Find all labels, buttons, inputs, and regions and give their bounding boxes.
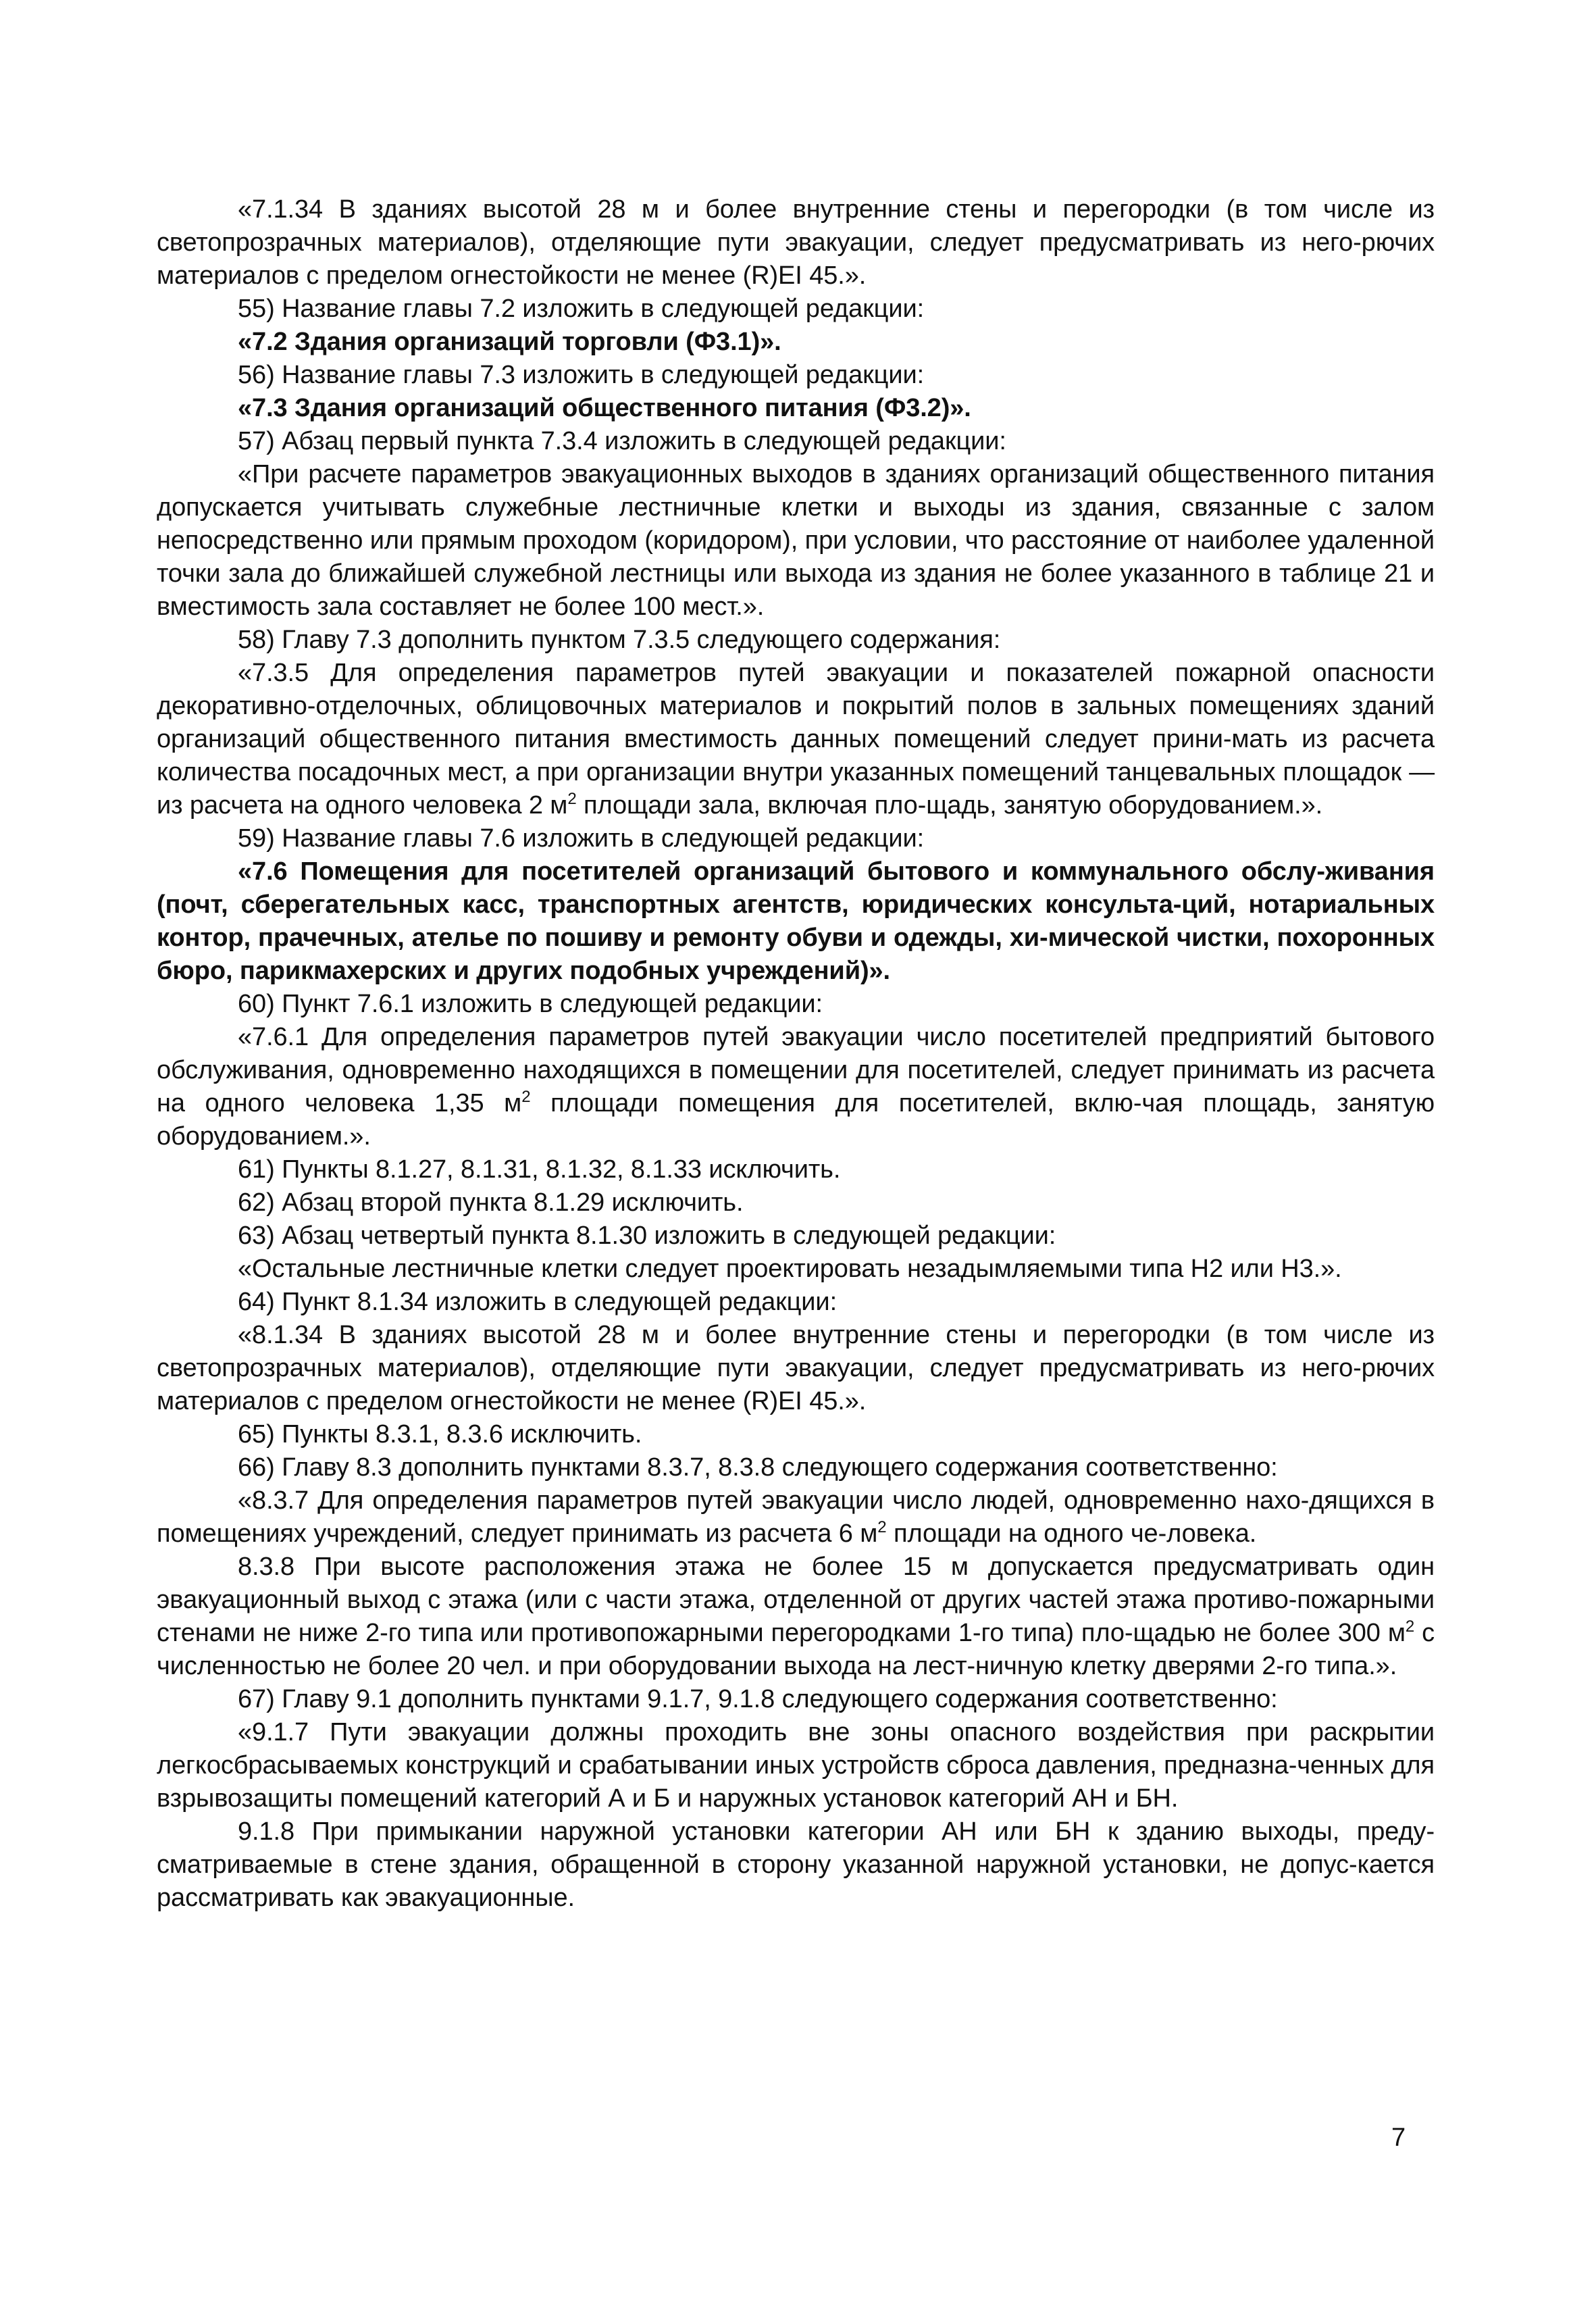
paragraph-text: с численностью не более 20 чел. и при оборудовании выхода на лест-ничную клетку дверями 2-го типа.». bbox=[157, 1619, 1435, 1680]
paragraph-p-60 bbox=[157, 988, 1435, 1021]
paragraph-text: 66) Главу 8.3 дополнить пунктами 8.3.7, 8.3.8 следующего содержания соответственно: bbox=[238, 1453, 1278, 1482]
paragraph-text: 8.3.8 При высоте расположения этажа не более 15 м допускается предусматривать один эвакуационный выход с этажа (или с части этажа, отделенной от других частей этажа противо-пожарными стенами не ниже 2-го типа или противопожарными перегородками 1-го типа) пло-щадью не более 300 м bbox=[157, 1553, 1435, 1647]
paragraph-text: «7.1.34 В зданиях высотой 28 м и более внутренние стены и перегородки (в том числе из светопрозрачных материалов), отделяющие пути эвакуации, следует предусматривать из него-рючих материалов с пределом огнестойкости не менее (R)EI 45.». bbox=[157, 195, 1435, 290]
page-number: 7 bbox=[1391, 2123, 1406, 2152]
paragraph-p-65 bbox=[157, 1418, 1435, 1451]
paragraph-text: 64) Пункт 8.1.34 изложить в следующей редакции: bbox=[238, 1288, 838, 1316]
paragraph-text: 67) Главу 9.1 дополнить пунктами 9.1.7, 9.1.8 следующего содержания соответственно: bbox=[238, 1685, 1278, 1713]
paragraph-text: 59) Название главы 7.6 изложить в следующей редакции: bbox=[238, 824, 925, 853]
paragraph-text: 55) Название главы 7.2 изложить в следующей редакции: bbox=[238, 295, 925, 323]
paragraph-text: «8.3.7 Для определения параметров путей эвакуации число людей, одновременно нахо-дящихся в помещениях учреждений, следует принимать из расчета 6 м bbox=[157, 1486, 1435, 1548]
paragraph-text: «7.2 Здания организаций торговли (Ф3.1)». bbox=[238, 328, 781, 356]
paragraph-p-9-1-7 bbox=[157, 1716, 1435, 1815]
paragraph-p-7-2-title bbox=[157, 326, 1435, 359]
paragraph-p-59 bbox=[157, 822, 1435, 855]
paragraph-p-7-1-34 bbox=[157, 193, 1435, 293]
superscript: 2 bbox=[521, 1088, 531, 1106]
paragraph-text: 61) Пункты 8.1.27, 8.1.31, 8.1.32, 8.1.33 исключить. bbox=[238, 1155, 841, 1184]
paragraph-text: «7.6 Помещения для посетителей организаций бытового и коммунального обслу-живания (почт, сберегательных касс, транспортных агентств, юридических консульта-ций, нотариальных контор, прачечных, ателье по пошиву и ремонту обуви и одежды, хи-мической чистки, похоронных бюро, парикмахерских и других подобных учреждений)». bbox=[157, 857, 1435, 985]
paragraph-text: 56) Название главы 7.3 изложить в следующей редакции: bbox=[238, 361, 925, 389]
paragraph-text: «9.1.7 Пути эвакуации должны проходить вне зоны опасного воздействия при раскрытии легкосбрасываемых конструкций и срабатывании иных устройств сброса давления, предназна-ченных для взрывозащиты помещений категорий А и Б и наружных установок категорий АН и БН. bbox=[157, 1718, 1435, 1813]
paragraph-text: «Остальные лестничные клетки следует проектировать незадымляемыми типа Н2 или Н3.». bbox=[238, 1255, 1342, 1283]
paragraph-p-67 bbox=[157, 1683, 1435, 1716]
paragraph-p-58 bbox=[157, 624, 1435, 657]
paragraph-p-66 bbox=[157, 1451, 1435, 1484]
paragraph-text: «7.3.5 Для определения параметров путей эвакуации и показателей пожарной опасности декоративно-отделочных, облицовочных материалов и покрытий полов в зальных помещениях зданий организаций общественного питания вместимость данных помещений следует прини-мать из расчета количества посадочных мест, а при организации внутри указанных помещений танцевальных площадок — из расчета на одного человека 2 м bbox=[157, 659, 1435, 820]
document-page bbox=[157, 193, 1435, 1915]
superscript: 2 bbox=[877, 1518, 887, 1536]
paragraph-text: площади зала, включая пло-щадь, занятую оборудованием.». bbox=[576, 791, 1323, 820]
paragraph-text: 9.1.8 При примыкании наружной установки категории АН или БН к зданию выходы, преду-сматриваемые в стене здания, обращенной в сторону указанной наружной установки, не допус-кается рассматривать как эвакуационные. bbox=[157, 1817, 1435, 1912]
paragraph-text: 60) Пункт 7.6.1 изложить в следующей редакции: bbox=[238, 990, 823, 1018]
paragraph-p-8-3-7 bbox=[157, 1484, 1435, 1551]
paragraph-text: 63) Абзац четвертый пункта 8.1.30 изложить в следующей редакции: bbox=[238, 1222, 1056, 1250]
paragraph-p-7-6-1 bbox=[157, 1021, 1435, 1153]
paragraph-text: 62) Абзац второй пункта 8.1.29 исключить. bbox=[238, 1188, 744, 1217]
paragraph-text: площади на одного че-ловека. bbox=[886, 1519, 1257, 1548]
paragraph-p-55 bbox=[157, 293, 1435, 326]
superscript: 2 bbox=[567, 790, 577, 808]
paragraph-text: «7.3 Здания организаций общественного питания (Ф3.2)». bbox=[238, 394, 971, 422]
paragraph-text: «При расчете параметров эвакуационных выходов в зданиях организаций общественного питания допускается учитывать служебные лестничные клетки и выходы из здания, связанные с залом непосредственно или прямым проходом (коридором), при условии, что расстояние от наиболее удаленной точки зала до ближайшей служебной лестницы или выхода из здания не более указанного в таблице 21 и вместимость зала составляет не более 100 мест.». bbox=[157, 460, 1435, 621]
paragraph-p-7-6-title bbox=[157, 855, 1435, 988]
paragraph-text: 65) Пункты 8.3.1, 8.3.6 исключить. bbox=[238, 1420, 642, 1449]
paragraph-p-8-3-8 bbox=[157, 1551, 1435, 1683]
paragraph-p-64 bbox=[157, 1286, 1435, 1319]
paragraph-p-63 bbox=[157, 1219, 1435, 1253]
superscript: 2 bbox=[1405, 1617, 1415, 1636]
paragraph-text: «8.1.34 В зданиях высотой 28 м и более внутренние стены и перегородки (в том числе из светопрозрачных материалов), отделяющие пути эвакуации, следует предусматривать из него-рючих материалов с пределом огнестойкости не менее (R)EI 45.». bbox=[157, 1321, 1435, 1415]
paragraph-text: площади помещения для посетителей, вклю-чая площадь, занятую оборудованием.». bbox=[157, 1089, 1435, 1151]
paragraph-p-56 bbox=[157, 359, 1435, 392]
paragraph-text: 58) Главу 7.3 дополнить пунктом 7.3.5 следующего содержания: bbox=[238, 626, 1001, 654]
paragraph-p-9-1-8 bbox=[157, 1815, 1435, 1915]
paragraph-text: 57) Абзац первый пункта 7.3.4 изложить в следующей редакции: bbox=[238, 427, 1006, 455]
paragraph-p-7-3-4 bbox=[157, 458, 1435, 624]
paragraph-p-8-1-30 bbox=[157, 1253, 1435, 1286]
paragraph-p-7-3-title bbox=[157, 392, 1435, 425]
paragraph-p-7-3-5 bbox=[157, 657, 1435, 822]
paragraph-text: «7.6.1 Для определения параметров путей эвакуации число посетителей предприятий бытового обслуживания, одновременно находящихся в помещении для посетителей, следует принимать из расчета на одного человека 1,35 м bbox=[157, 1023, 1435, 1117]
paragraph-p-57 bbox=[157, 425, 1435, 458]
paragraph-p-62 bbox=[157, 1186, 1435, 1219]
paragraph-p-61 bbox=[157, 1153, 1435, 1186]
paragraph-p-8-1-34 bbox=[157, 1319, 1435, 1418]
